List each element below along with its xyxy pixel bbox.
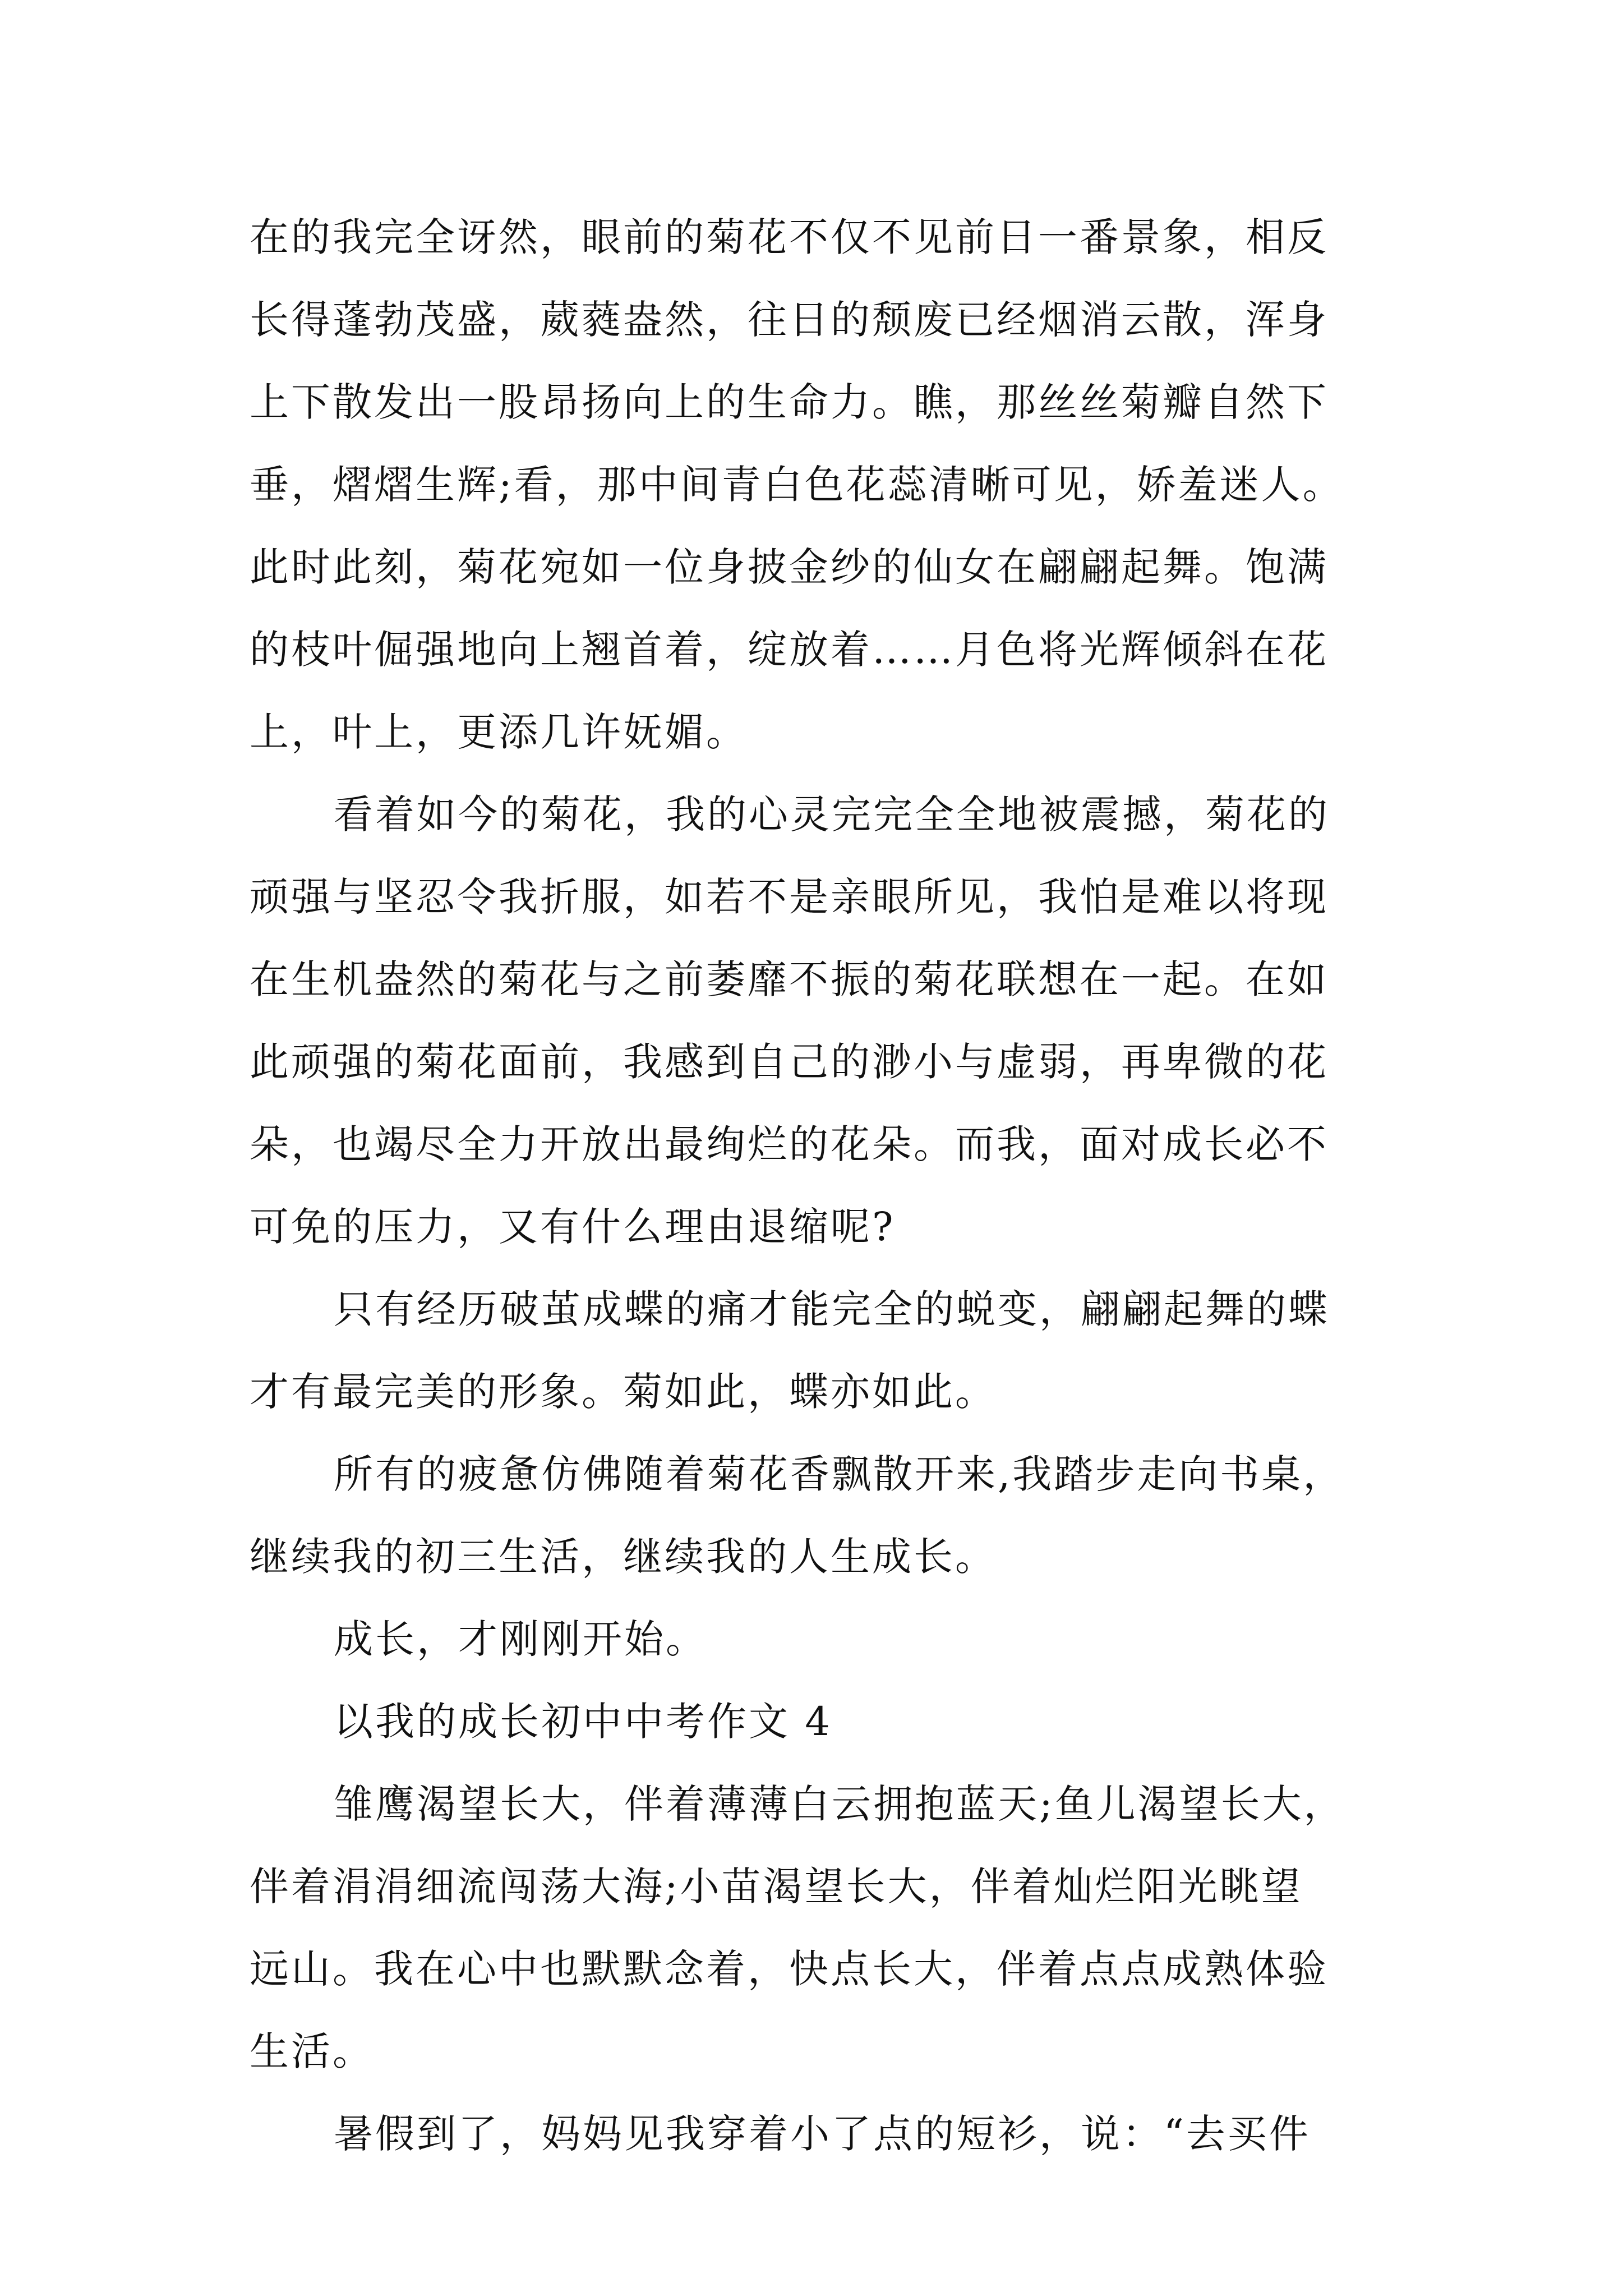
text-line: 远山。我在心中也默默念着，快点长大，伴着点点成熟体验	[250, 1946, 1329, 1992]
text-line: 长得蓬勃茂盛，葳蕤盎然，往日的颓废已经烟消云散，浑身	[250, 297, 1329, 343]
text-line: 此时此刻，菊花宛如一位身披金纱的仙女在翩翩起舞。饱满	[250, 544, 1329, 590]
text-line: 可免的压力，又有什么理由退缩呢?	[250, 1204, 896, 1250]
text-line: 成长，才刚刚开始。	[334, 1616, 707, 1662]
text-line: 雏鹰渴望长大，伴着薄薄白云拥抱蓝天;鱼儿渴望长大，	[334, 1781, 1345, 1827]
text-line: 的枝叶倔强地向上翘首着，绽放着……月色将光辉倾斜在花	[250, 627, 1329, 673]
text-line: 上，叶上，更添几许妩媚。	[250, 709, 748, 755]
text-line: 伴着涓涓细流闯荡大海;小苗渴望长大，伴着灿烂阳光眺望	[250, 1864, 1303, 1910]
text-line: 才有最完美的形象。菊如此，蝶亦如此。	[250, 1369, 997, 1415]
text-line: 此顽强的菊花面前，我感到自己的渺小与虚弱，再卑微的花	[250, 1039, 1329, 1085]
text-line: 上下散发出一股昂扬向上的生命力。瞧，那丝丝菊瓣自然下	[250, 379, 1329, 425]
text-line: 垂，熠熠生辉;看，那中间青白色花蕊清晰可见，娇羞迷人。	[250, 462, 1344, 508]
text-line: 生活。	[250, 2028, 374, 2074]
text-line: 在的我完全讶然，眼前的菊花不仅不见前日一番景象，相反	[250, 214, 1329, 260]
text-line: 只有经历破茧成蝶的痛才能完全的蜕变，翩翩起舞的蝶	[334, 1286, 1330, 1332]
text-line: 顽强与坚忍令我折服，如若不是亲眼所见，我怕是难以将现	[250, 874, 1329, 920]
text-line: 所有的疲惫仿佛随着菊花香飘散开来,我踏步走向书桌，	[334, 1451, 1345, 1497]
text-line: 看着如今的菊花，我的心灵完完全全地被震撼，菊花的	[334, 792, 1330, 838]
document-body	[250, 196, 1394, 2175]
text-line: 以我的成长初中中考作文 4	[334, 1699, 832, 1745]
text-line: 暑假到了，妈妈见我穿着小了点的短衫，说：“去买件	[334, 2111, 1311, 2157]
text-line: 朵，也竭尽全力开放出最绚烂的花朵。而我，面对成长必不	[250, 1121, 1329, 1167]
text-line: 在生机盎然的菊花与之前萎靡不振的菊花联想在一起。在如	[250, 956, 1329, 1002]
text-line: 继续我的初三生活，继续我的人生成长。	[250, 1534, 997, 1580]
